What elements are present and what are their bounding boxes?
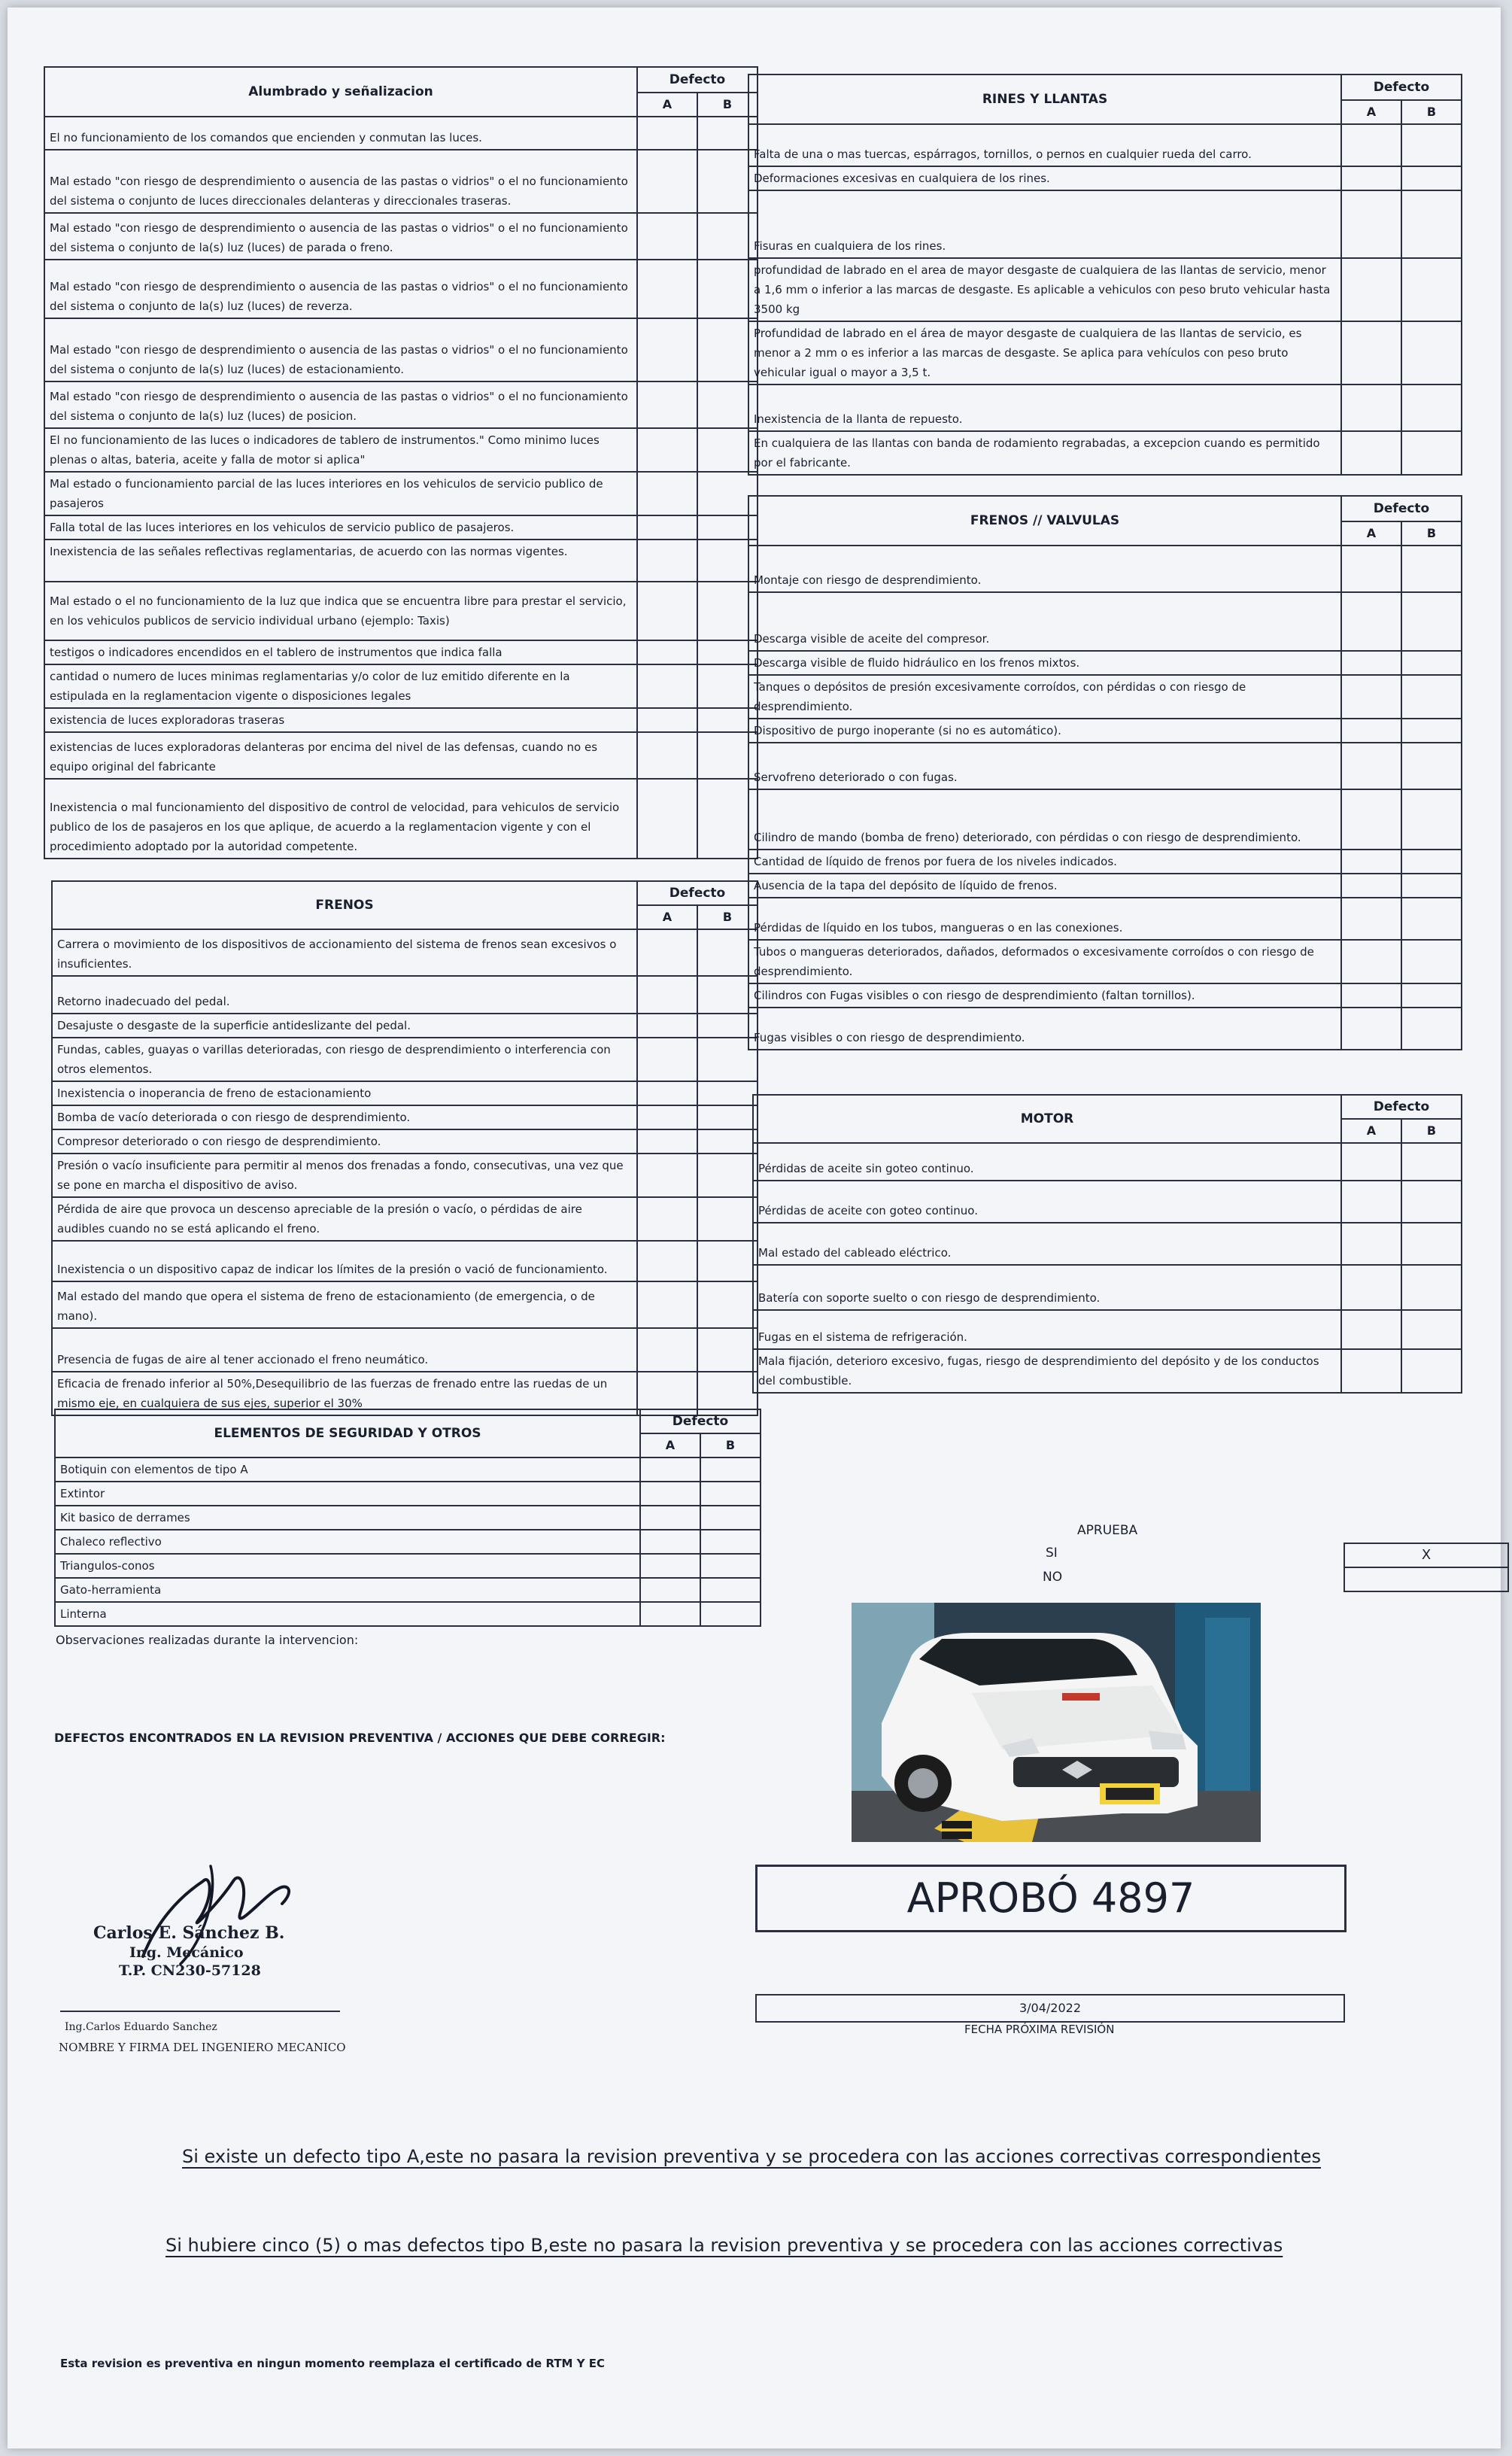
- aprueba-no-label: NO: [1043, 1570, 1063, 1585]
- table-row: En cualquiera de las llantas con banda de rodamiento regrabadas, a excepcion cuando es permitido por el fabricante.: [748, 431, 1341, 475]
- check-cell-a[interactable]: [1341, 431, 1401, 475]
- check-cell-a[interactable]: [637, 929, 697, 976]
- table-row: Mal estado "con riesgo de desprendimiento o ausencia de las pastas o vidrios" o el no funcionamiento del sistema o conjunto de luces direccionales delanteras y direccionales traseras.: [44, 150, 637, 213]
- alumbrado-table: [44, 66, 758, 859]
- table-row: Mal estado "con riesgo de desprendimiento o ausencia de las pastas o vidrios" o el no funcionamiento del sistema o conjunto de la(s) luz (luces) de parada o freno.: [44, 213, 637, 260]
- vehicle-photo: [852, 1603, 1261, 1842]
- check-cell-b[interactable]: [1401, 1349, 1462, 1393]
- table-row: Mal estado "con riesgo de desprendimiento o ausencia de las pastas o vidrios" o el no funcionamiento del sistema o conjunto de la(s) luz (luces) de estacionamiento.: [44, 318, 637, 381]
- check-cell-b[interactable]: [1401, 874, 1462, 898]
- check-cell-b[interactable]: [1401, 592, 1462, 651]
- check-cell-a[interactable]: [637, 1154, 697, 1197]
- table-row: Inexistencia de las señales reflectivas reglamentarias, de acuerdo con las normas vigentes.: [44, 540, 637, 582]
- check-cell-a[interactable]: [637, 260, 697, 318]
- table-row: Cilindros con Fugas visibles o con riesgo de desprendimiento (faltan tornillos).: [748, 983, 1341, 1008]
- check-cell-b[interactable]: [1401, 124, 1462, 166]
- engineer-name: Ing.Carlos Eduardo Sanchez: [65, 2021, 217, 2033]
- check-cell-a[interactable]: [637, 1281, 697, 1328]
- check-cell-a[interactable]: [637, 664, 697, 708]
- table-row: cantidad o numero de luces minimas reglamentarias y/o color de luz emitido diferente en la estipulada en la reglamentacion vigente o disposiciones legales: [44, 664, 637, 708]
- seguridad-col-a: A: [640, 1433, 700, 1457]
- check-cell-a[interactable]: [637, 540, 697, 582]
- check-cell-a[interactable]: [637, 779, 697, 859]
- table-row: testigos o indicadores encendidos en el tablero de instrumentos que indica falla: [44, 640, 637, 664]
- alumbrado-col-b: B: [697, 93, 758, 117]
- check-cell-a[interactable]: [637, 976, 697, 1014]
- table-row: Tanques o depósitos de presión excesivamente corroídos, con pérdidas o con riesgo de desprendimiento.: [748, 675, 1341, 719]
- check-cell-a[interactable]: [637, 150, 697, 213]
- check-cell-b[interactable]: [1401, 651, 1462, 675]
- check-cell-b[interactable]: [1401, 166, 1462, 190]
- check-cell-b[interactable]: [700, 1554, 761, 1578]
- next-date-label: FECHA PRÓXIMA REVISIÓN: [964, 2023, 1115, 2036]
- check-cell-b[interactable]: [697, 1281, 758, 1328]
- table-row: Pérdidas de aceite sin goteo continuo.: [753, 1143, 1341, 1181]
- check-cell-b[interactable]: [697, 1328, 758, 1372]
- check-cell-a[interactable]: [637, 428, 697, 472]
- table-row: Pérdidas de líquido en los tubos, mangueras o en las conexiones.: [748, 898, 1341, 940]
- check-cell-a[interactable]: [637, 640, 697, 664]
- check-cell-b[interactable]: [1401, 743, 1462, 789]
- motor-title: MOTOR: [753, 1095, 1341, 1143]
- check-cell-a[interactable]: [637, 1081, 697, 1105]
- table-row: Triangulos-conos: [55, 1554, 640, 1578]
- check-cell-b[interactable]: [1401, 789, 1462, 850]
- table-row: Descarga visible de fluido hidráulico en los frenos mixtos.: [748, 651, 1341, 675]
- check-cell-a[interactable]: [1341, 592, 1401, 651]
- table-row: Pérdida de aire que provoca un descenso apreciable de la presión o vacío, o pérdidas de aire audibles cuando no se está aplicando el freno.: [52, 1197, 637, 1241]
- seguridad-col-b: B: [700, 1433, 761, 1457]
- check-cell-a[interactable]: [637, 472, 697, 515]
- alumbrado-col-a: A: [637, 93, 697, 117]
- check-cell-b[interactable]: [1401, 898, 1462, 940]
- check-cell-b[interactable]: [1401, 431, 1462, 475]
- check-cell-b[interactable]: [1401, 321, 1462, 385]
- table-row: Deformaciones excesivas en cualquiera de los rines.: [748, 166, 1341, 190]
- check-cell-a[interactable]: [1341, 940, 1401, 983]
- check-cell-a[interactable]: [637, 1014, 697, 1038]
- note-type-b: Si hubiere cinco (5) o mas defectos tipo B,este no pasara la revision preventiva y se procedera con las acciones correctivas: [165, 2235, 1283, 2256]
- check-cell-b[interactable]: [1401, 1310, 1462, 1349]
- vehicle-photo-image: [852, 1603, 1261, 1842]
- check-cell-b[interactable]: [1401, 546, 1462, 592]
- note-type-a: Si existe un defecto tipo A,este no pasara la revision preventiva y se procedera con las acciones correctivas correspondientes: [182, 2146, 1321, 2167]
- table-row: Desajuste o desgaste de la superficie antideslizante del pedal.: [52, 1014, 637, 1038]
- check-cell-b[interactable]: [1401, 1143, 1462, 1181]
- table-row: Linterna: [55, 1602, 640, 1626]
- table-row: Cilindro de mando (bomba de freno) deteriorado, con pérdidas o con riesgo de desprendimiento.: [748, 789, 1341, 850]
- rines-col-b: B: [1401, 100, 1462, 124]
- check-cell-b[interactable]: [1401, 719, 1462, 743]
- check-cell-a[interactable]: [1341, 1265, 1401, 1310]
- valvulas-title: FRENOS // VALVULAS: [748, 496, 1341, 546]
- table-row: Eficacia de frenado inferior al 50%,Desequilibrio de las fuerzas de frenado entre las ruedas de un mismo eje, en cualquiera de sus ejes, superior el 30%: [52, 1372, 637, 1415]
- check-cell-b[interactable]: [700, 1530, 761, 1554]
- check-cell-a[interactable]: [637, 1197, 697, 1241]
- inspection-sheet: [8, 8, 1501, 2448]
- check-cell-a[interactable]: [1341, 385, 1401, 431]
- check-cell-a[interactable]: [1341, 898, 1401, 940]
- table-row: Mal estado del cableado eléctrico.: [753, 1223, 1341, 1265]
- check-cell-a[interactable]: [637, 708, 697, 732]
- check-cell-b[interactable]: [1401, 850, 1462, 874]
- rines-col-a: A: [1341, 100, 1401, 124]
- table-row: Carrera o movimiento de los dispositivos de accionamiento del sistema de frenos sean excesivos o insuficientes.: [52, 929, 637, 976]
- alumbrado-defecto-header: Defecto: [637, 67, 758, 93]
- check-cell-a[interactable]: [1341, 166, 1401, 190]
- check-cell-b[interactable]: [697, 1197, 758, 1241]
- table-row: Presencia de fugas de aire al tener accionado el freno neumático.: [52, 1328, 637, 1372]
- aprueba-no-box[interactable]: [1343, 1567, 1509, 1592]
- table-row: Mal estado "con riesgo de desprendimiento o ausencia de las pastas o vidrios" o el no funcionamiento del sistema o conjunto de la(s) luz (luces) de posicion.: [44, 381, 637, 428]
- table-row: Bomba de vacío deteriorada o con riesgo de desprendimiento.: [52, 1105, 637, 1129]
- table-row: existencias de luces exploradoras delanteras por encima del nivel de las defensas, cuando no es equipo original del fabricante: [44, 732, 637, 779]
- table-row: Batería con soporte suelto o con riesgo de desprendimiento.: [753, 1265, 1341, 1310]
- check-cell-a[interactable]: [1341, 1349, 1401, 1393]
- check-cell-a[interactable]: [637, 582, 697, 640]
- check-cell-a[interactable]: [1341, 675, 1401, 719]
- check-cell-b[interactable]: [1401, 385, 1462, 431]
- check-cell-a[interactable]: [637, 1241, 697, 1281]
- check-cell-a[interactable]: [1341, 651, 1401, 675]
- table-row: Tubos o mangueras deteriorados, dañados, deformados o excesivamente corroídos o con riesgo de desprendimiento.: [748, 940, 1341, 983]
- check-cell-b[interactable]: [697, 1154, 758, 1197]
- seguridad-table: [54, 1409, 761, 1627]
- check-cell-a[interactable]: [637, 1129, 697, 1154]
- check-cell-b[interactable]: [1401, 1265, 1462, 1310]
- motor-col-a: A: [1341, 1119, 1401, 1143]
- frenos-table: [51, 880, 758, 1416]
- table-row: Fundas, cables, guayas o varillas deterioradas, con riesgo de desprendimiento o interferencia con otros elementos.: [52, 1038, 637, 1081]
- check-cell-b[interactable]: [700, 1482, 761, 1506]
- check-cell-b[interactable]: [1401, 940, 1462, 983]
- check-cell-a[interactable]: [1341, 124, 1401, 166]
- check-cell-a[interactable]: [637, 515, 697, 540]
- seguridad-title: ELEMENTOS DE SEGURIDAD Y OTROS: [55, 1409, 640, 1457]
- check-cell-b[interactable]: [1401, 258, 1462, 321]
- check-cell-a[interactable]: [1341, 190, 1401, 258]
- table-row: Profundidad de labrado en el área de mayor desgaste de cualquiera de las llantas de servicio, es menor a 2 mm o es inferior a las marcas de desgaste. Se aplica para vehículos con peso bruto vehicular igual o mayor a 3,5 t.: [748, 321, 1341, 385]
- check-cell-b[interactable]: [1401, 190, 1462, 258]
- engineer-caption: NOMBRE Y FIRMA DEL INGENIERO MECANICO: [59, 2041, 346, 2054]
- defectos-label: DEFECTOS ENCONTRADOS EN LA REVISION PREVENTIVA / ACCIONES QUE DEBE CORREGIR:: [54, 1731, 666, 1745]
- table-row: existencia de luces exploradoras traseras: [44, 708, 637, 732]
- table-row: Chaleco reflectivo: [55, 1530, 640, 1554]
- result-box: APROBÓ 4897: [755, 1865, 1347, 1932]
- table-row: Extintor: [55, 1482, 640, 1506]
- table-row: Fugas visibles o con riesgo de desprendimiento.: [748, 1008, 1341, 1050]
- check-cell-a[interactable]: [637, 1328, 697, 1372]
- check-cell-a[interactable]: [640, 1578, 700, 1602]
- check-cell-a[interactable]: [1341, 983, 1401, 1008]
- table-row: Servofreno deteriorado o con fugas.: [748, 743, 1341, 789]
- observaciones-label: Observaciones realizadas durante la intervencion:: [56, 1633, 359, 1647]
- rines-defecto-header: Defecto: [1341, 74, 1462, 100]
- rines-title: RINES Y LLANTAS: [748, 74, 1341, 124]
- check-cell-b[interactable]: [700, 1457, 761, 1482]
- check-cell-b[interactable]: [700, 1602, 761, 1626]
- check-cell-a[interactable]: [637, 213, 697, 260]
- table-row: Dispositivo de purgo inoperante (si no es automático).: [748, 719, 1341, 743]
- table-row: Falta de una o mas tuercas, espárragos, tornillos, o pernos en cualquier rueda del carro.: [748, 124, 1341, 166]
- check-cell-a[interactable]: [637, 117, 697, 150]
- check-cell-b[interactable]: [1401, 675, 1462, 719]
- table-row: Falla total de las luces interiores en los vehiculos de servicio publico de pasajeros.: [44, 515, 637, 540]
- check-cell-a[interactable]: [637, 1105, 697, 1129]
- stamp-license: T.P. CN230-57128: [119, 1962, 261, 1979]
- check-cell-b[interactable]: [700, 1578, 761, 1602]
- check-cell-a[interactable]: [637, 318, 697, 381]
- alumbrado-title: Alumbrado y señalizacion: [44, 67, 637, 117]
- check-cell-a[interactable]: [1341, 743, 1401, 789]
- frenos-col-b: B: [697, 905, 758, 929]
- table-row: Inexistencia de la llanta de repuesto.: [748, 385, 1341, 431]
- check-cell-a[interactable]: [1341, 1008, 1401, 1050]
- check-cell-b[interactable]: [697, 1081, 758, 1105]
- valvulas-table: [748, 495, 1462, 1050]
- frenos-col-a: A: [637, 905, 697, 929]
- check-cell-a[interactable]: [1341, 321, 1401, 385]
- aprueba-label: APRUEBA: [1077, 1523, 1138, 1538]
- table-row: Kit basico de derrames: [55, 1506, 640, 1530]
- check-cell-b[interactable]: [700, 1506, 761, 1530]
- seguridad-defecto-header: Defecto: [640, 1409, 761, 1433]
- table-row: Compresor deteriorado o con riesgo de desprendimiento.: [52, 1129, 637, 1154]
- check-cell-a[interactable]: [640, 1482, 700, 1506]
- table-row: Ausencia de la tapa del depósito de líquido de frenos.: [748, 874, 1341, 898]
- check-cell-a[interactable]: [1341, 789, 1401, 850]
- check-cell-b[interactable]: [1401, 983, 1462, 1008]
- table-row: Inexistencia o mal funcionamiento del dispositivo de control de velocidad, para vehiculos de servicio publico de los de pasajeros en los que aplique, de acuerdo a la reglamentacion vigente y con el procedimiento adoptado por la autoridad competente.: [44, 779, 637, 859]
- table-row: Pérdidas de aceite con goteo continuo.: [753, 1181, 1341, 1223]
- check-cell-b[interactable]: [1401, 1223, 1462, 1265]
- check-cell-a[interactable]: [1341, 1310, 1401, 1349]
- table-row: El no funcionamiento de las luces o indicadores de tablero de instrumentos." Como minimo luces plenas o altas, bateria, aceite y falla de motor si aplica": [44, 428, 637, 472]
- check-cell-a[interactable]: [637, 732, 697, 779]
- motor-col-b: B: [1401, 1119, 1462, 1143]
- table-row: Gato-herramienta: [55, 1578, 640, 1602]
- next-date-box: 3/04/2022: [755, 1994, 1345, 2023]
- valvulas-col-a: A: [1341, 521, 1401, 546]
- table-row: profundidad de labrado en el area de mayor desgaste de cualquiera de las llantas de servicio, menor a 1,6 mm o inferior a las marcas de desgaste. Es aplicable a vehiculos con peso bruto vehicular hasta 3500 kg: [748, 258, 1341, 321]
- check-cell-a[interactable]: [1341, 850, 1401, 874]
- check-cell-a[interactable]: [637, 1038, 697, 1081]
- check-cell-a[interactable]: [1341, 874, 1401, 898]
- table-row: Mal estado o el no funcionamiento de la luz que indica que se encuentra libre para prestar el servicio, en los vehiculos publicos de servicio individual urbano (ejemplo: Taxis): [44, 582, 637, 640]
- check-cell-a[interactable]: [1341, 1223, 1401, 1265]
- motor-table: [752, 1094, 1462, 1394]
- check-cell-a[interactable]: [1341, 1143, 1401, 1181]
- stamp-title: Ing. Mecánico: [129, 1944, 244, 1961]
- check-cell-a[interactable]: [1341, 258, 1401, 321]
- check-cell-a[interactable]: [640, 1602, 700, 1626]
- check-cell-a[interactable]: [640, 1554, 700, 1578]
- valvulas-col-b: B: [1401, 521, 1462, 546]
- table-row: Mal estado "con riesgo de desprendimiento o ausencia de las pastas o vidrios" o el no funcionamiento del sistema o conjunto de la(s) luz (luces) de reverza.: [44, 260, 637, 318]
- rines-table: [748, 74, 1462, 476]
- table-row: Mal estado o funcionamiento parcial de las luces interiores en los vehiculos de servicio publico de pasajeros: [44, 472, 637, 515]
- table-row: El no funcionamiento de los comandos que encienden y conmutan las luces.: [44, 117, 637, 150]
- table-row: Fisuras en cualquiera de los rines.: [748, 190, 1341, 258]
- check-cell-b[interactable]: [1401, 1008, 1462, 1050]
- footer-disclaimer: Esta revision es preventiva en ningun momento reemplaza el certificado de RTM Y EC: [60, 2357, 606, 2370]
- signature-line: [60, 2011, 340, 2012]
- stamp-name: Carlos E. Sánchez B.: [93, 1923, 285, 1943]
- check-cell-a[interactable]: [1341, 546, 1401, 592]
- table-row: Presión o vacío insuficiente para permitir al menos dos frenadas a fondo, consecutivas, una vez que se pone en marcha el dispositivo de aviso.: [52, 1154, 637, 1197]
- check-cell-b[interactable]: [697, 1105, 758, 1129]
- check-cell-a[interactable]: [1341, 719, 1401, 743]
- aprueba-si-box[interactable]: X: [1343, 1543, 1509, 1568]
- table-row: Montaje con riesgo de desprendimiento.: [748, 546, 1341, 592]
- table-row: Cantidad de líquido de frenos por fuera de los niveles indicados.: [748, 850, 1341, 874]
- table-row: Mala fijación, deterioro excesivo, fugas, riesgo de desprendimiento del depósito y de los conductos del combustible.: [753, 1349, 1341, 1393]
- check-cell-a[interactable]: [1341, 1181, 1401, 1223]
- frenos-defecto-header: Defecto: [637, 881, 758, 905]
- motor-defecto-header: Defecto: [1341, 1095, 1462, 1119]
- valvulas-defecto-header: Defecto: [1341, 496, 1462, 521]
- table-row: Descarga visible de aceite del compresor.: [748, 592, 1341, 651]
- check-cell-b[interactable]: [697, 1129, 758, 1154]
- table-row: Mal estado del mando que opera el sistema de freno de estacionamiento (de emergencia, o de mano).: [52, 1281, 637, 1328]
- table-row: Inexistencia o un dispositivo capaz de indicar los límites de la presión o vació de funcionamiento.: [52, 1241, 637, 1281]
- check-cell-a[interactable]: [640, 1457, 700, 1482]
- table-row: Fugas en el sistema de refrigeración.: [753, 1310, 1341, 1349]
- check-cell-b[interactable]: [1401, 1181, 1462, 1223]
- aprueba-si-label: SI: [1046, 1546, 1058, 1561]
- table-row: Retorno inadecuado del pedal.: [52, 976, 637, 1014]
- check-cell-a[interactable]: [640, 1506, 700, 1530]
- table-row: Botiquin con elementos de tipo A: [55, 1457, 640, 1482]
- table-row: Inexistencia o inoperancia de freno de estacionamiento: [52, 1081, 637, 1105]
- check-cell-a[interactable]: [640, 1530, 700, 1554]
- check-cell-b[interactable]: [697, 1241, 758, 1281]
- frenos-title: FRENOS: [52, 881, 637, 929]
- check-cell-a[interactable]: [637, 381, 697, 428]
